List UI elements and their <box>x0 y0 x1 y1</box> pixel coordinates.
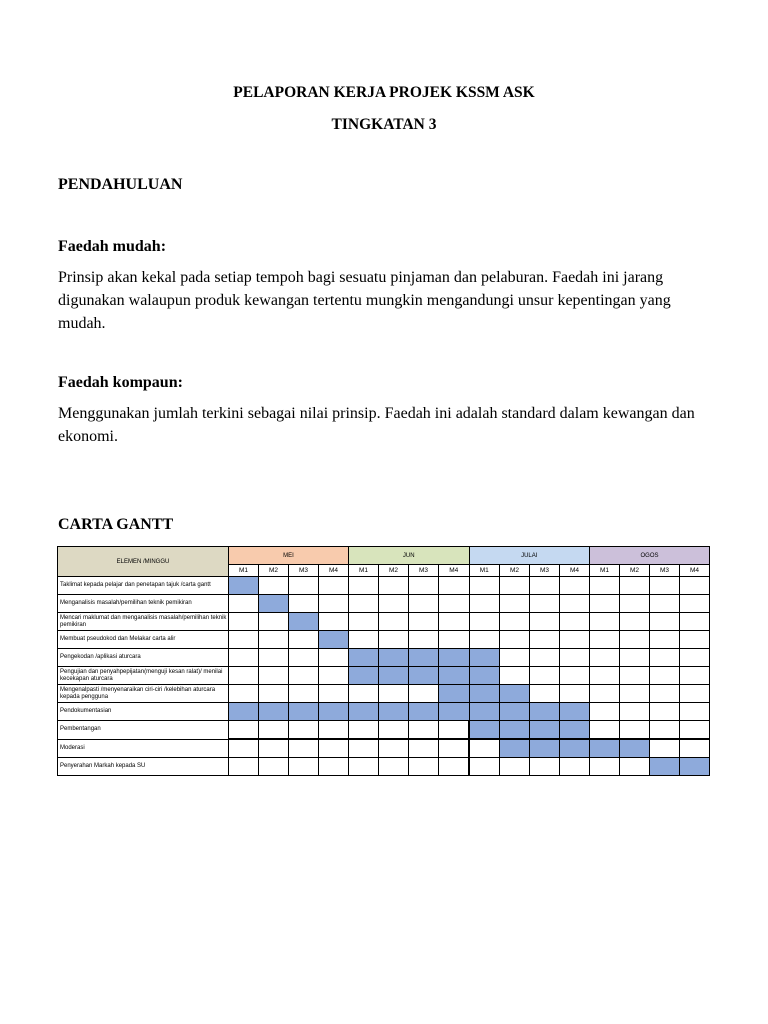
gantt-cell <box>439 631 470 649</box>
gantt-bar-cell <box>560 739 590 758</box>
gantt-task-row <box>58 595 710 613</box>
gantt-cell <box>259 739 289 758</box>
gantt-week-ogos-m3: M3 <box>650 565 680 577</box>
gantt-cell <box>560 649 590 667</box>
gantt-cell <box>259 631 289 649</box>
gantt-cell <box>560 758 590 776</box>
gantt-cell <box>620 595 650 613</box>
gantt-cell <box>560 631 590 649</box>
gantt-cell <box>439 721 470 740</box>
gantt-cell <box>590 721 620 740</box>
gantt-cell <box>530 685 560 703</box>
gantt-cell <box>319 577 349 595</box>
gantt-cell <box>229 758 259 776</box>
gantt-cell <box>469 758 500 776</box>
gantt-cell <box>560 685 590 703</box>
gantt-cell <box>409 721 439 740</box>
gantt-cell <box>229 649 259 667</box>
gantt-cell <box>530 758 560 776</box>
gantt-cell <box>229 739 259 758</box>
gantt-cell <box>590 758 620 776</box>
gantt-cell <box>349 613 379 631</box>
gantt-bar-cell <box>259 703 289 721</box>
gantt-cell <box>289 595 319 613</box>
gantt-cell <box>229 685 259 703</box>
gantt-cell <box>650 649 680 667</box>
gantt-bar-cell <box>560 703 590 721</box>
gantt-cell <box>229 667 259 685</box>
gantt-cell <box>319 667 349 685</box>
gantt-task-label: Pengujian dan penyahpepijatan(menguji kesan ralat)/ menilai kecekapan aturcara <box>58 667 229 685</box>
gantt-bar-cell <box>500 703 530 721</box>
gantt-cell <box>560 667 590 685</box>
gantt-cell <box>620 721 650 740</box>
gantt-cell <box>379 721 409 740</box>
gantt-cell <box>379 685 409 703</box>
gantt-bar-cell <box>590 739 620 758</box>
gantt-cell <box>409 595 439 613</box>
paragraph-faedah-mudah: Prinsip akan kekal pada setiap tempoh bagi sesuatu pinjaman dan pelaburan. Faedah ini jarang digunakan walaupun produk kewangan tertentu mungkin mengandungi unsur kepentingan yang mudah. <box>58 269 671 332</box>
heading-faedah-mudah: Faedah mudah: <box>58 238 167 255</box>
gantt-cell <box>289 649 319 667</box>
gantt-bar-cell <box>259 595 289 613</box>
gantt-cell <box>229 721 259 740</box>
gantt-bar-cell <box>620 739 650 758</box>
gantt-cell <box>439 758 470 776</box>
gantt-cell <box>620 613 650 631</box>
gantt-cell <box>349 631 379 649</box>
gantt-cell <box>650 739 680 758</box>
gantt-cell <box>680 667 710 685</box>
gantt-week-ogos-m2: M2 <box>620 565 650 577</box>
gantt-bar-cell <box>439 649 470 667</box>
gantt-cell <box>620 685 650 703</box>
gantt-cell <box>530 613 560 631</box>
gantt-cell <box>500 649 530 667</box>
gantt-cell <box>319 613 349 631</box>
gantt-bar-cell <box>409 667 439 685</box>
gantt-cell <box>620 758 650 776</box>
document-title: PELAPORAN KERJA PROJEK KSSM ASK <box>233 84 535 101</box>
gantt-cell <box>439 595 470 613</box>
gantt-cell <box>590 703 620 721</box>
gantt-task-label: Membuat pseudokod dan Melakar carta alir <box>58 631 229 649</box>
gantt-task-row <box>58 721 710 740</box>
gantt-cell <box>590 577 620 595</box>
gantt-cell <box>379 758 409 776</box>
gantt-cell <box>349 577 379 595</box>
gantt-cell <box>469 595 500 613</box>
gantt-task-row <box>58 685 710 703</box>
gantt-cell <box>650 685 680 703</box>
gantt-cell <box>379 631 409 649</box>
gantt-bar-cell <box>319 703 349 721</box>
gantt-week-julai-m3: M3 <box>530 565 560 577</box>
gantt-bar-cell <box>349 703 379 721</box>
gantt-bar-cell <box>289 703 319 721</box>
gantt-cell <box>680 577 710 595</box>
gantt-cell <box>560 613 590 631</box>
gantt-cell <box>650 577 680 595</box>
gantt-week-ogos-m4: M4 <box>680 565 710 577</box>
gantt-bar-cell <box>530 739 560 758</box>
gantt-bar-cell <box>469 649 500 667</box>
heading-faedah-kompaun: Faedah kompaun: <box>58 374 183 391</box>
gantt-cell <box>259 758 289 776</box>
gantt-bar-cell <box>500 685 530 703</box>
gantt-task-label: Pendokumentasian <box>58 703 229 721</box>
gantt-task-label: Mengenalpasti /menyenaraikan ciri-ciri /kelebihan aturcara kepada pengguna <box>58 685 229 703</box>
gantt-cell <box>289 631 319 649</box>
gantt-month-ogos: OGOS <box>590 547 710 565</box>
gantt-cell <box>620 703 650 721</box>
gantt-cell <box>680 613 710 631</box>
gantt-task-row <box>58 649 710 667</box>
gantt-cell <box>289 721 319 740</box>
gantt-bar-cell <box>229 577 259 595</box>
gantt-cell <box>319 685 349 703</box>
gantt-bar-cell <box>229 703 259 721</box>
gantt-cell <box>680 739 710 758</box>
gantt-week-julai-m2: M2 <box>500 565 530 577</box>
gantt-task-row <box>58 703 710 721</box>
gantt-cell <box>259 613 289 631</box>
gantt-cell <box>289 667 319 685</box>
gantt-bar-cell <box>530 721 560 740</box>
gantt-cell <box>259 685 289 703</box>
gantt-cell <box>680 721 710 740</box>
gantt-cell <box>379 739 409 758</box>
gantt-cell <box>469 739 500 758</box>
gantt-cell <box>319 739 349 758</box>
gantt-cell <box>530 577 560 595</box>
gantt-week-jun-m1: M1 <box>349 565 379 577</box>
gantt-cell <box>409 577 439 595</box>
gantt-cell <box>500 613 530 631</box>
gantt-cell <box>500 758 530 776</box>
gantt-cell <box>409 685 439 703</box>
document-subtitle: TINGKATAN 3 <box>331 116 437 133</box>
gantt-cell <box>620 631 650 649</box>
gantt-bar-cell <box>349 649 379 667</box>
gantt-cell <box>680 649 710 667</box>
gantt-month-header-row <box>58 547 710 565</box>
gantt-bar-cell <box>289 613 319 631</box>
gantt-task-label: Menganalisis masalah/pemilihan teknik pemikiran <box>58 595 229 613</box>
paragraph-faedah-kompaun: Menggunakan jumlah terkini sebagai nilai prinsip. Faedah ini adalah standard dalam kewangan dan ekonomi. <box>58 405 695 445</box>
gantt-cell <box>289 685 319 703</box>
gantt-cell <box>379 613 409 631</box>
gantt-corner-label: ELEMEN /MINGGU <box>58 547 229 577</box>
gantt-bar-cell <box>319 631 349 649</box>
gantt-bar-cell <box>469 685 500 703</box>
gantt-week-jun-m4: M4 <box>439 565 470 577</box>
gantt-cell <box>500 667 530 685</box>
gantt-cell <box>590 685 620 703</box>
gantt-cell <box>500 595 530 613</box>
gantt-bar-cell <box>469 703 500 721</box>
gantt-week-jun-m3: M3 <box>409 565 439 577</box>
gantt-bar-cell <box>500 721 530 740</box>
gantt-cell <box>680 631 710 649</box>
gantt-task-row <box>58 613 710 631</box>
gantt-cell <box>259 649 289 667</box>
gantt-bar-cell <box>680 758 710 776</box>
gantt-task-row <box>58 739 710 758</box>
gantt-cell <box>409 613 439 631</box>
section-heading-pendahuluan: PENDAHULUAN <box>58 176 183 193</box>
gantt-cell <box>319 721 349 740</box>
gantt-cell <box>379 577 409 595</box>
gantt-task-label: Pengekodan /aplikasi aturcara <box>58 649 229 667</box>
gantt-cell <box>469 631 500 649</box>
gantt-cell <box>349 685 379 703</box>
gantt-cell <box>469 613 500 631</box>
gantt-task-label: Pembentangan <box>58 721 229 740</box>
gantt-cell <box>560 577 590 595</box>
gantt-cell <box>289 739 319 758</box>
gantt-cell <box>650 595 680 613</box>
gantt-cell <box>620 577 650 595</box>
gantt-cell <box>560 595 590 613</box>
gantt-bar-cell <box>560 721 590 740</box>
gantt-task-label: Penyerahan Markah kepada SU <box>58 758 229 776</box>
gantt-cell <box>680 685 710 703</box>
gantt-cell <box>590 667 620 685</box>
gantt-task-label: Taklimat kepada pelajar dan penetapan tajuk /carta gantt <box>58 577 229 595</box>
gantt-cell <box>229 595 259 613</box>
gantt-cell <box>530 649 560 667</box>
gantt-task-row <box>58 667 710 685</box>
gantt-bar-cell <box>500 739 530 758</box>
gantt-cell <box>530 667 560 685</box>
gantt-cell <box>289 758 319 776</box>
gantt-chart-table <box>57 546 710 776</box>
gantt-week-julai-m4: M4 <box>560 565 590 577</box>
gantt-cell <box>259 667 289 685</box>
gantt-month-julai: JULAI <box>469 547 590 565</box>
gantt-bar-cell <box>379 667 409 685</box>
gantt-task-row <box>58 758 710 776</box>
gantt-bar-cell <box>349 667 379 685</box>
gantt-bar-cell <box>469 667 500 685</box>
gantt-cell <box>650 667 680 685</box>
gantt-cell <box>259 577 289 595</box>
gantt-cell <box>650 631 680 649</box>
gantt-cell <box>289 577 319 595</box>
gantt-cell <box>349 721 379 740</box>
gantt-week-ogos-m1: M1 <box>590 565 620 577</box>
gantt-bar-cell <box>439 667 470 685</box>
gantt-cell <box>650 703 680 721</box>
gantt-month-mei: MEI <box>229 547 349 565</box>
gantt-cell <box>439 613 470 631</box>
gantt-month-jun: JUN <box>349 547 470 565</box>
gantt-cell <box>409 758 439 776</box>
gantt-week-mei-m1: M1 <box>229 565 259 577</box>
heading-carta-gantt: CARTA GANTT <box>58 516 174 533</box>
gantt-week-mei-m2: M2 <box>259 565 289 577</box>
gantt-cell <box>439 577 470 595</box>
gantt-cell <box>530 631 560 649</box>
gantt-cell <box>349 739 379 758</box>
gantt-bar-cell <box>379 649 409 667</box>
gantt-week-mei-m4: M4 <box>319 565 349 577</box>
gantt-task-row <box>58 577 710 595</box>
gantt-cell <box>590 649 620 667</box>
gantt-cell <box>409 631 439 649</box>
gantt-cell <box>229 631 259 649</box>
gantt-bar-cell <box>530 703 560 721</box>
gantt-bar-cell <box>409 703 439 721</box>
gantt-cell <box>409 739 439 758</box>
gantt-cell <box>439 739 470 758</box>
gantt-bar-cell <box>650 758 680 776</box>
gantt-cell <box>530 595 560 613</box>
gantt-cell <box>650 721 680 740</box>
gantt-bar-cell <box>469 721 500 740</box>
gantt-cell <box>650 613 680 631</box>
gantt-bar-cell <box>439 703 470 721</box>
gantt-cell <box>349 595 379 613</box>
gantt-cell <box>590 595 620 613</box>
gantt-week-jun-m2: M2 <box>379 565 409 577</box>
gantt-cell <box>319 649 349 667</box>
gantt-cell <box>590 631 620 649</box>
gantt-cell <box>319 595 349 613</box>
gantt-bar-cell <box>409 649 439 667</box>
gantt-cell <box>500 577 530 595</box>
gantt-cell <box>349 758 379 776</box>
gantt-cell <box>379 595 409 613</box>
gantt-task-label: Mencari maklumat dan menganalisis masalah/pemilihan teknik pemikiran <box>58 613 229 631</box>
gantt-cell <box>620 667 650 685</box>
gantt-task-row <box>58 631 710 649</box>
gantt-cell <box>590 613 620 631</box>
gantt-cell <box>259 721 289 740</box>
gantt-cell <box>469 577 500 595</box>
gantt-cell <box>500 631 530 649</box>
gantt-cell <box>229 613 259 631</box>
gantt-bar-cell <box>439 685 470 703</box>
gantt-week-mei-m3: M3 <box>289 565 319 577</box>
gantt-cell <box>680 703 710 721</box>
gantt-task-label: Moderasi <box>58 739 229 758</box>
gantt-cell <box>319 758 349 776</box>
gantt-week-julai-m1: M1 <box>469 565 500 577</box>
gantt-bar-cell <box>379 703 409 721</box>
gantt-cell <box>620 649 650 667</box>
gantt-cell <box>680 595 710 613</box>
